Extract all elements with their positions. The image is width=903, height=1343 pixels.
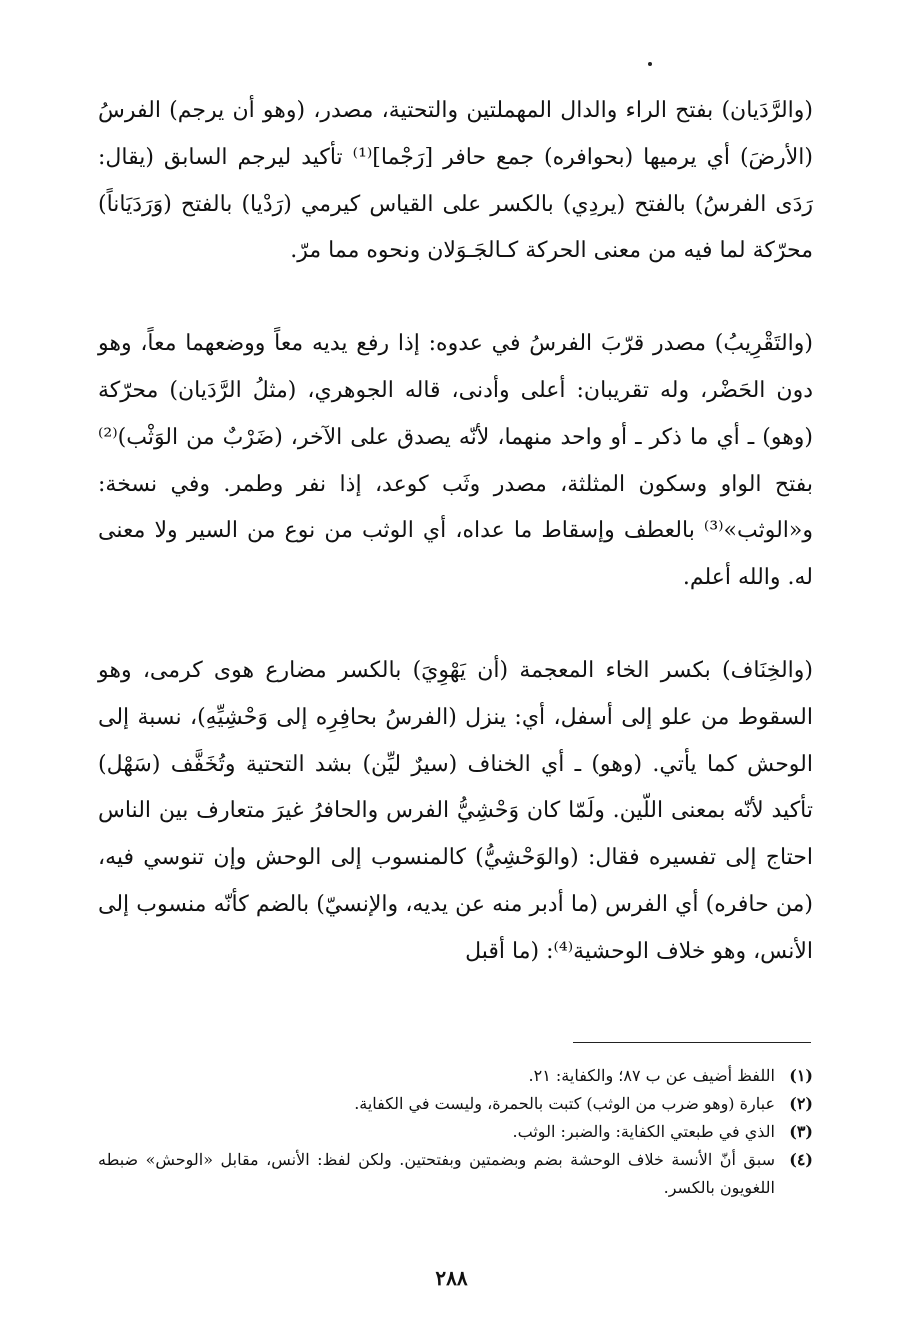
footnote-text: عبارة (وهو ضرب من الوثب) كتبت بالحمرة، وليست في الكفاية.: [354, 1094, 775, 1113]
footnote-separator: [573, 1042, 811, 1043]
footnote-text: الذي في طبعتي الكفاية: والضبر: الوثب.: [512, 1122, 775, 1141]
footnote-number: (٤): [789, 1150, 813, 1169]
page-number: ٢٨٨: [435, 1266, 468, 1290]
footnote-number: (٢): [789, 1094, 813, 1113]
paragraph-taqrib: (والتَقْرِيبُ) مصدر قرّبَ الفرسُ في عدوه: إذا رفع يديه معاً ووضعهما معاً، وهو دون الحَضْر، وله تقريبان: أعلى وأدنى، قاله الجوهري، (مثلُ الرَّدَيان) محرّكة (وهو) ـ أي ما ذكر ـ أو واحد منهما، لأنّه يصدق على الآخر، (ضَرْبٌ من الوَثْب)⁽²⁾ بفتح الواو وسكون المثلثة، مصدر وثَب كوعد، إذا نفر وطمر. وفي نسخة: و«الوثب»⁽³⁾ بالعطف وإسقاط ما عداه، أي الوثب من نوع من السير ولا معنى له. والله أعلم.: [98, 331, 813, 591]
footnote-2: [98, 1090, 813, 1118]
footnote-text: سبق أنّ الأنسة خلاف الوحشة بضم وبضمتين وبفتحتين. ولكن لفظ: الأنس، مقابل «الوحش» ضبطه اللغويون بالكسر.: [98, 1150, 776, 1197]
footnote-4: [98, 1146, 813, 1202]
paragraph-radayan: (والرَّدَيان) بفتح الراء والدال المهملتين والتحتية، مصدر، (وهو أن يرجم) الفرسُ (الأرضَ) أي يرميها (بحوافره) جمع حافر [رَجْما]⁽¹⁾ تأكيد ليرجم السابق (يقال: رَدَى الفرسُ) بالفتح (يردِي) بالكسر على القياس كيرمي (رَدْيا) بالفتح (وَرَدَيَاناً) محرّكة لما فيه من معنى الحركة كـالجَـوَلان ونحوه مما مرّ.: [98, 98, 813, 264]
footnote-3: [98, 1118, 813, 1146]
footnote-number: (٣): [789, 1122, 813, 1141]
main-text: [98, 88, 813, 976]
footnote-number: (١): [789, 1066, 813, 1085]
stray-dot-mark: [648, 62, 652, 66]
footnote-text: اللفظ أضيف عن ب ٨٧؛ والكفاية: ٢١.: [528, 1066, 775, 1085]
footnote-1: [98, 1062, 813, 1090]
paragraph-khinaf: (والخِنَاف) بكسر الخاء المعجمة (أن يَهْوِيَ) بالكسر مضارع هوى كرمى، وهو السقوط من علو إلى أسفل، أي: ينزل (الفرسُ بحافِرِه إلى وَحْشِيِّهِ)، نسبة إلى الوحش كما يأتي. (وهو) ـ أي الخناف (سيرٌ ليِّن) بشد التحتية وتُخَفَّف (سَهْل) تأكيد لأنّه بمعنى اللّين. ولَمّا كان وَحْشِيُّ الفرس والحافرُ غيرَ متعارف بين الناس احتاج إلى تفسيره فقال: (والوَحْشِيُّ) كالمنسوب إلى الوحش وإن تنوسي فيه، (من حافره) أي الفرس (ما أدبر منه عن يديه، والإنسيّ) بالضم كأنّه منسوب إلى الأنس، وهو خلاف الوحشية⁽⁴⁾: (ما أقبل: [98, 657, 813, 964]
footnotes: [98, 1062, 813, 1202]
